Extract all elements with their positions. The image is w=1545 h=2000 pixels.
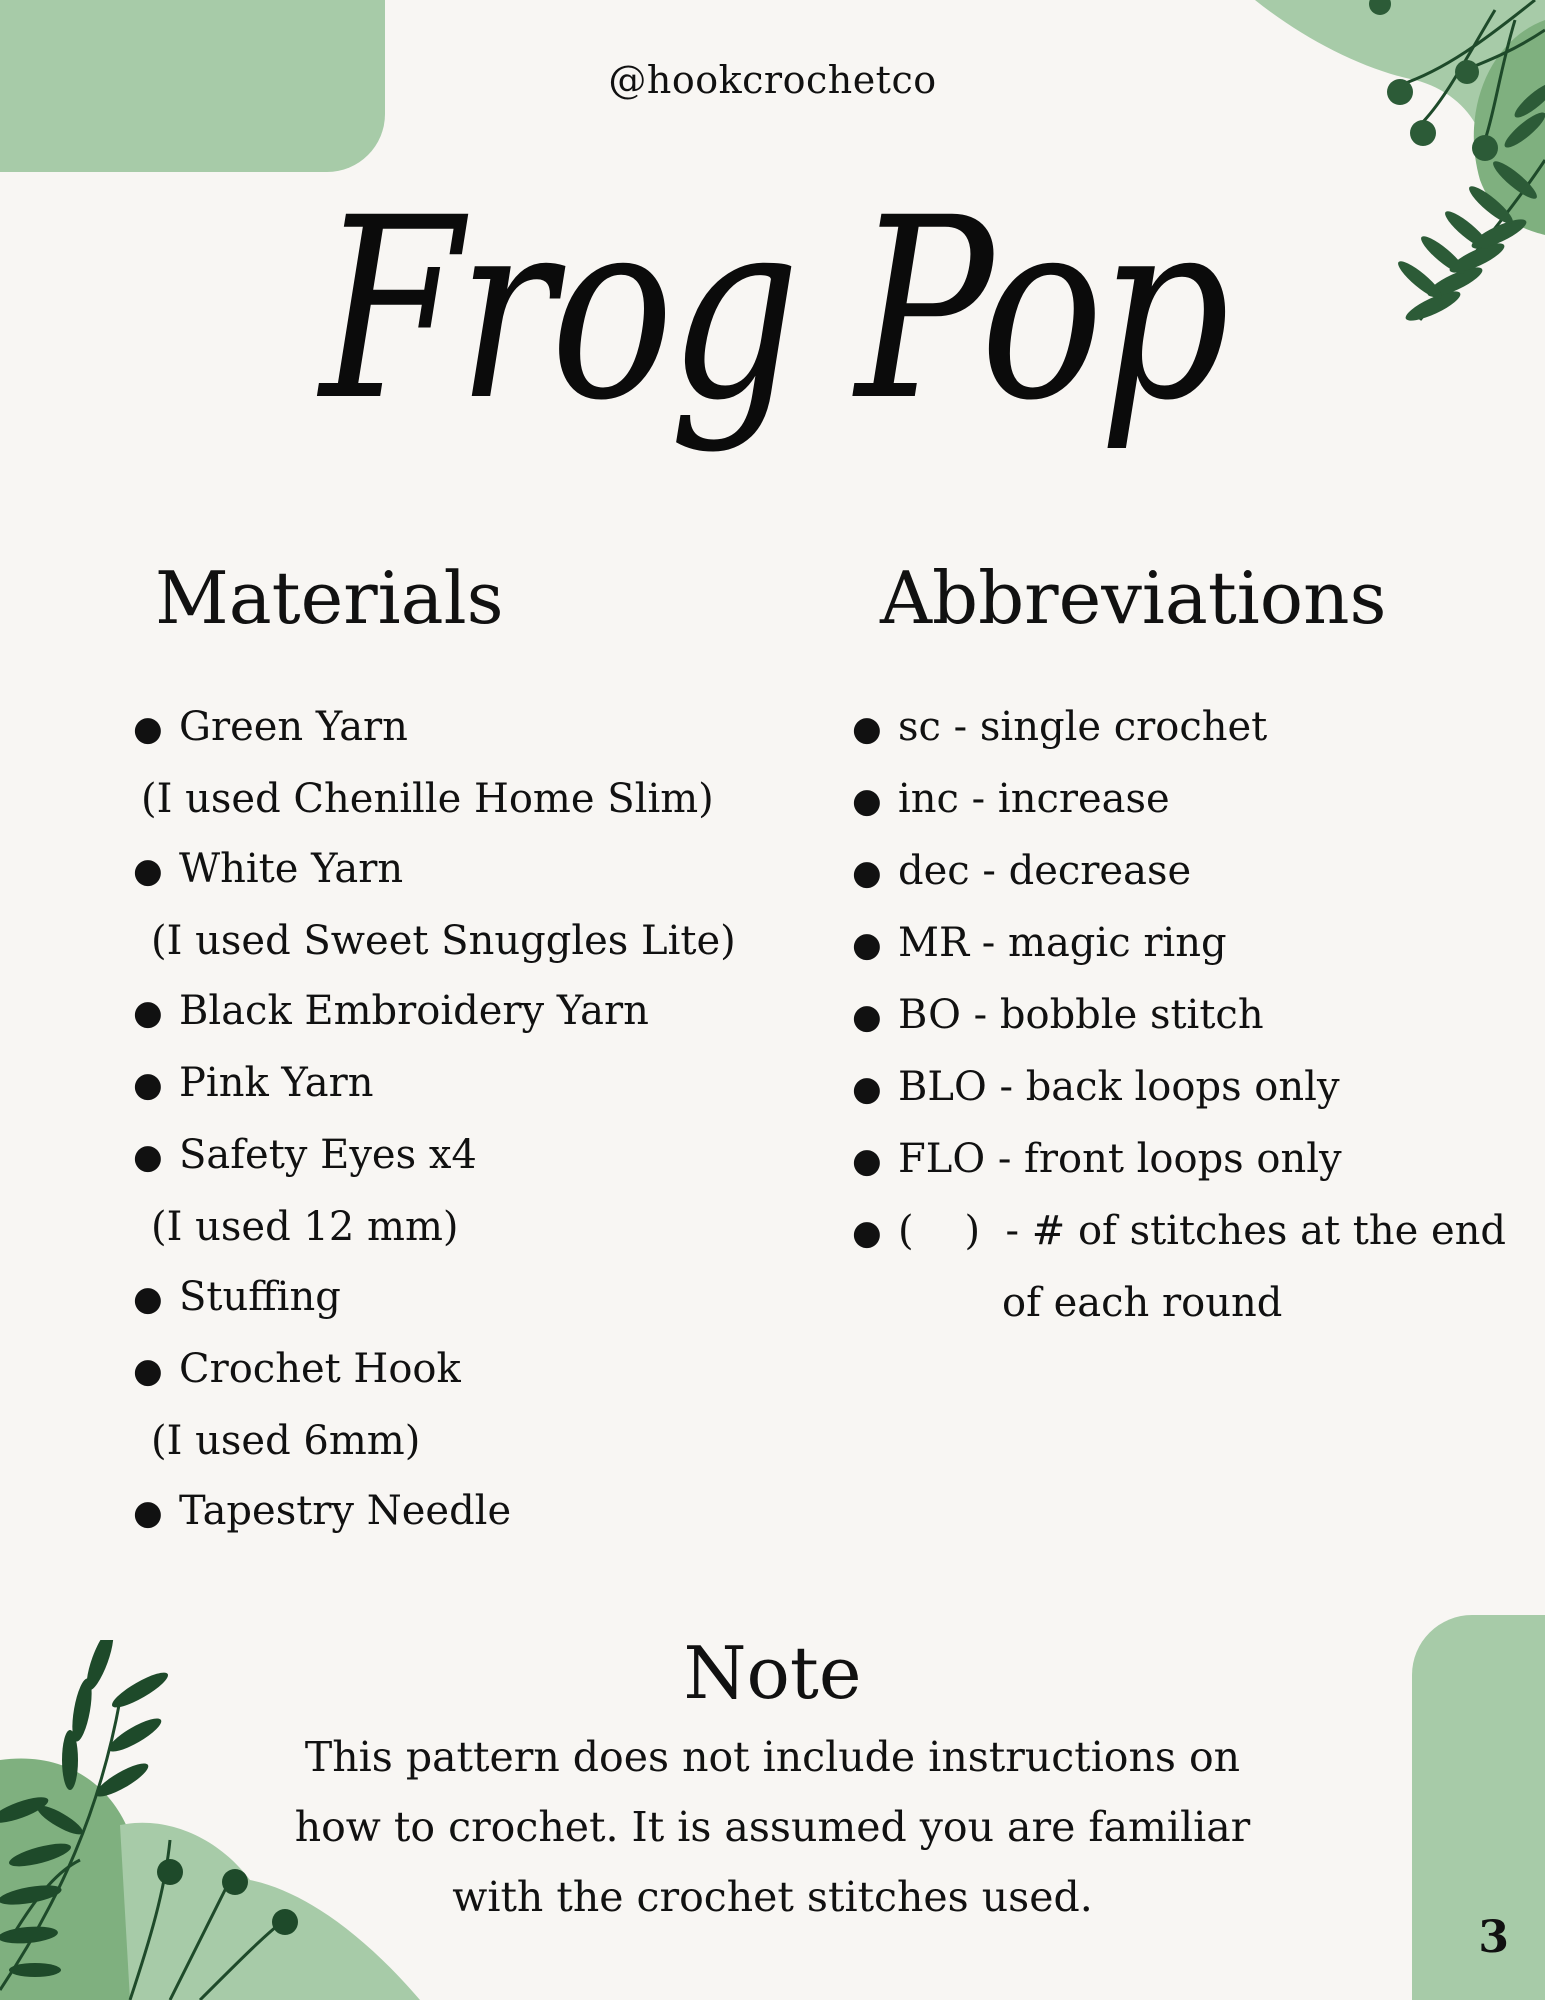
- bullet-icon: ●: [133, 709, 163, 749]
- bullet-icon: ●: [852, 853, 882, 893]
- abbreviations-list: [852, 692, 1520, 1338]
- bullet-icon: ●: [852, 925, 882, 965]
- materials-list: [133, 692, 795, 1548]
- bullet-icon: ●: [133, 993, 163, 1033]
- list-item: [852, 980, 1520, 1052]
- material-label: Black Embroidery Yarn: [179, 988, 649, 1034]
- material-note: (I used 6mm): [151, 1418, 421, 1464]
- bullet-icon: ●: [852, 1069, 882, 1109]
- abbreviation-note: of each round: [1002, 1280, 1283, 1326]
- abbreviation-label: inc - increase: [898, 776, 1170, 822]
- material-label: Green Yarn: [179, 704, 408, 750]
- abbreviation-label: dec - decrease: [898, 848, 1192, 894]
- material-note: (I used Sweet Snuggles Lite): [151, 918, 736, 964]
- list-item: [133, 834, 795, 976]
- social-handle: @hookcrochetco: [608, 58, 937, 102]
- material-label: Safety Eyes x4: [179, 1132, 477, 1178]
- bullet-icon: ●: [133, 1065, 163, 1105]
- list-item: [852, 1124, 1520, 1196]
- list-item: [133, 1476, 795, 1548]
- list-item: [852, 836, 1520, 908]
- list-item: [133, 1262, 795, 1334]
- materials-section: [133, 548, 795, 1548]
- abbreviation-label: sc - single crochet: [898, 704, 1268, 750]
- material-note: (I used Chenille Home Slim): [141, 776, 714, 822]
- bullet-icon: ●: [852, 709, 882, 749]
- list-item: [133, 1334, 795, 1476]
- list-item: [133, 1048, 795, 1120]
- bullet-icon: ●: [852, 1141, 882, 1181]
- list-item: [852, 692, 1520, 764]
- abbreviation-label: ( ) - # of stitches at the end: [898, 1208, 1507, 1254]
- material-note: (I used 12 mm): [151, 1204, 459, 1250]
- list-item: [133, 1120, 795, 1262]
- material-label: Pink Yarn: [179, 1060, 374, 1106]
- abbreviation-label: MR - magic ring: [898, 920, 1227, 966]
- list-item: [852, 764, 1520, 836]
- bullet-icon: ●: [133, 1137, 163, 1177]
- list-item: [852, 1052, 1520, 1124]
- abbreviations-section: [852, 548, 1520, 1338]
- material-label: Crochet Hook: [179, 1346, 461, 1392]
- bullet-icon: ●: [852, 1213, 882, 1253]
- bullet-icon: ●: [133, 1351, 163, 1391]
- note-heading: Note: [683, 1631, 862, 1715]
- list-item: [133, 976, 795, 1048]
- abbreviation-label: BO - bobble stitch: [898, 992, 1264, 1038]
- abbreviation-label: FLO - front loops only: [898, 1136, 1342, 1182]
- page-title: Frog Pop: [320, 164, 1225, 455]
- list-item: [852, 1196, 1520, 1338]
- bullet-icon: ●: [133, 851, 163, 891]
- bullet-icon: ●: [852, 997, 882, 1037]
- note-body: This pattern does not include instructions on how to crochet. It is assumed you are familiar with the crochet stitches used.: [294, 1733, 1251, 1921]
- material-label: Tapestry Needle: [179, 1488, 512, 1534]
- materials-heading: Materials: [155, 556, 504, 640]
- bullet-icon: ●: [133, 1279, 163, 1319]
- abbreviations-heading: Abbreviations: [880, 556, 1387, 640]
- bullet-icon: ●: [133, 1493, 163, 1533]
- abbreviation-label: BLO - back loops only: [898, 1064, 1340, 1110]
- note-section: [0, 1628, 1545, 1932]
- bullet-icon: ●: [852, 781, 882, 821]
- list-item: [133, 692, 795, 834]
- page-number: 3: [1478, 1912, 1509, 1963]
- material-label: Stuffing: [179, 1274, 341, 1320]
- material-label: White Yarn: [179, 846, 404, 892]
- list-item: [852, 908, 1520, 980]
